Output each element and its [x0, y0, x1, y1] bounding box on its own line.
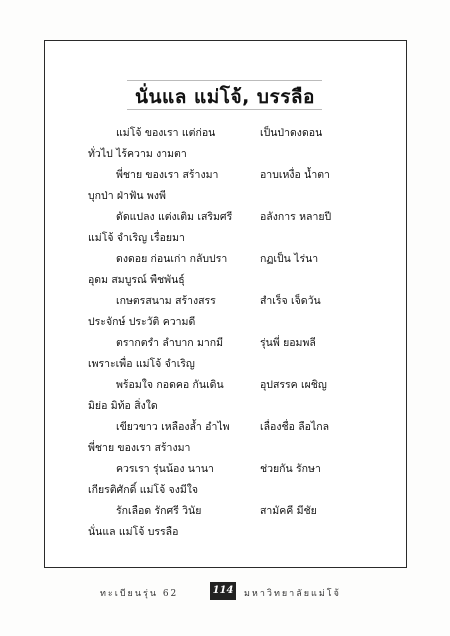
stanza-line-third: พี่ชาย ของเรา สร้างมา — [88, 442, 191, 454]
stanza-line-first: พร้อมใจ กอดคอ กันเดิน — [116, 379, 224, 391]
stanza-line-second: เป็นป่าดงดอน — [260, 127, 323, 139]
stanza-line-second: สามัคคี มีชัย — [260, 505, 317, 517]
footer-left-text: ทะเบียนรุ่น 62 — [100, 589, 179, 599]
stanza-line-third: ทั่วไป ไร้ความ งามตา — [88, 148, 187, 160]
stanza-line-first: ดัดแปลง แต่งเติม เสริมศรี — [116, 211, 233, 223]
stanza-line-first: เขียวขาว เหลืองล้ำ อำไพ — [116, 421, 230, 433]
stanza-line-third: อุดม สมบูรณ์ พืชพันธุ์ — [88, 274, 185, 286]
stanza-line-first: เกษตรสนาม สร้างสรร — [116, 295, 216, 307]
page-footer — [0, 582, 450, 602]
stanza-line-first: แม่โจ้ ของเรา แต่ก่อน — [116, 127, 216, 139]
stanza-line-third: ประจักษ์ ประวัติ ความดี — [88, 316, 196, 328]
poem-stanza — [88, 292, 388, 334]
stanza-line-first: ดงดอย ก่อนเก่า กลับปรา — [116, 253, 228, 265]
page-number: 114 — [210, 582, 236, 600]
stanza-line-second: ช่วยกัน รักษา — [260, 463, 321, 475]
poem-stanza — [88, 124, 388, 166]
stanza-line-third: เพราะเพื่อ แม่โจ้ จำเริญ — [88, 358, 195, 370]
stanza-line-second: อาบเหงื่อ น้ำตา — [260, 169, 330, 181]
poem-stanza — [88, 502, 388, 544]
poem-stanza — [88, 334, 388, 376]
stanza-line-second: อุปสรรค เผชิญ — [260, 379, 327, 391]
poem-stanza — [88, 166, 388, 208]
stanza-line-second: อลังการ หลายปี — [260, 211, 332, 223]
stanza-line-third: บุกป่า ฝ่าฟัน พงพี — [88, 190, 166, 202]
stanza-line-first: ตรากตรำ ลำบาก มากมี — [116, 337, 224, 349]
stanza-line-third: นั่นแล แม่โจ้ บรรลือ — [88, 526, 179, 538]
title-rule-bottom — [127, 109, 322, 110]
poem-stanza — [88, 250, 388, 292]
poem-title: นั่นแล แม่โจ้, บรรลือ — [135, 86, 315, 108]
stanza-line-second: เลื่องชื่อ ลือไกล — [260, 421, 330, 433]
stanza-line-second: สำเร็จ เจ็ดวัน — [260, 295, 321, 307]
poem-stanza — [88, 376, 388, 418]
title-rule-top — [127, 80, 322, 81]
stanza-line-third: มิย่อ มิท้อ สิ่งใด — [88, 400, 158, 412]
poem-stanza — [88, 460, 388, 502]
footer-right-text: มหาวิทยาลัยแม่โจ้ — [244, 589, 341, 599]
stanza-line-first: ควรเรา รุ่นน้อง นานา — [116, 463, 214, 475]
stanza-line-second: กฏเป็น ไร่นา — [260, 253, 319, 265]
poem-stanza — [88, 418, 388, 460]
stanza-line-third: เกียรติศักดิ์ แม่โจ้ จงมีใจ — [88, 484, 199, 496]
poem-stanza — [88, 208, 388, 250]
stanza-line-second: รุ่นพี่ ยอมพลี — [260, 337, 316, 349]
poem-body — [88, 124, 388, 544]
stanza-line-third: แม่โจ้ จำเริญ เรื่อยมา — [88, 232, 185, 244]
stanza-line-first: รักเลือด รักศรี วินัย — [116, 505, 202, 517]
stanza-line-first: พี่ชาย ของเรา สร้างมา — [116, 169, 219, 181]
